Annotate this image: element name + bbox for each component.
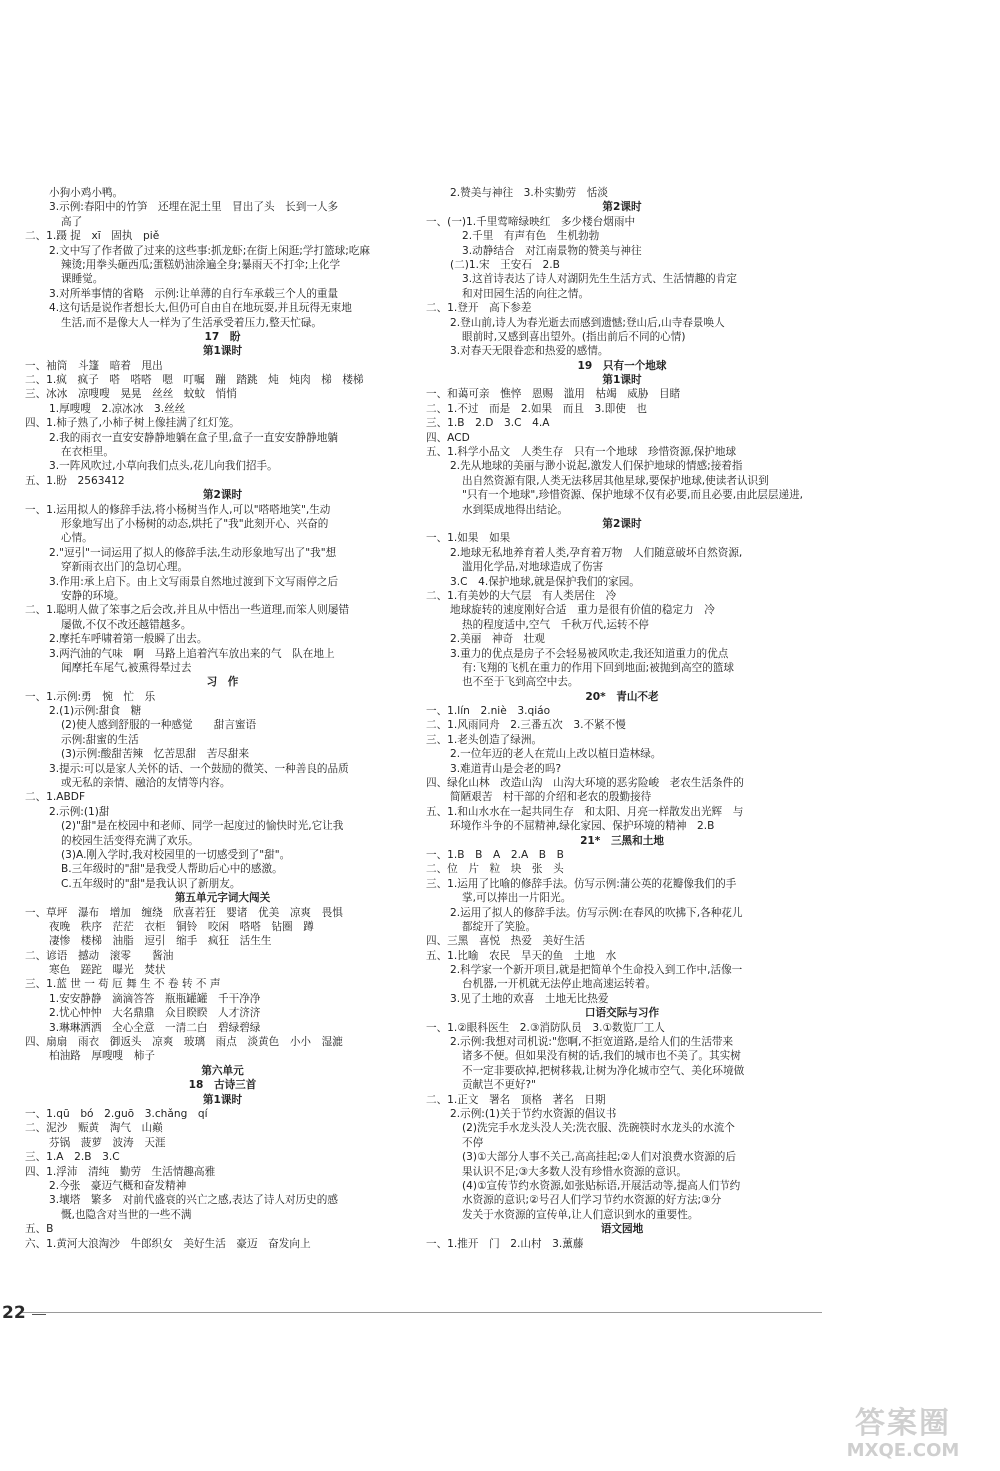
section-heading: 第2课时 — [202, 489, 243, 502]
answer-line: 2.示例:(1)甜 — [49, 805, 110, 818]
answer-line: 2."逗引"一词运用了拟人的修辞手法,生动形象地写出了"我"想 — [49, 546, 337, 559]
answer-line: 3.难道青山是会老的吗? — [450, 762, 562, 775]
right-answer-column — [426, 186, 818, 1251]
answer-line: 水资源的意识;②号召人们学习节约水资源的好方法;③分 — [462, 1194, 722, 1207]
answer-line: 2.赞美与神往 3.朴实勤劳 恬淡 — [450, 187, 608, 199]
left-answer-column — [25, 186, 420, 1251]
answer-line: 3.C 4.保护地球,就是保护我们的家园。 — [450, 575, 640, 588]
section-heading: 21* 三黑和土地 — [580, 834, 664, 847]
answer-line: "只有一个地球",珍惜资源、保护地球不仅有必要,而且必要,由此层层递进, — [462, 489, 804, 502]
answer-line: 小狗小鸡小鸭。 — [49, 187, 124, 199]
answer-line: 一、1.示例:勇 惋 忙 乐 — [25, 690, 156, 703]
answer-line: 寒色 蹉跎 曝光 焚状 — [49, 964, 166, 977]
answer-line: 的校园生活变得充满了欢乐。 — [61, 834, 199, 847]
answer-line: 在衣柜里。 — [61, 446, 114, 459]
answer-line: 简陋艰苦 村干部的介绍和老农的殷勤接待 — [450, 791, 652, 804]
answer-line: B.三年级时的"甜"是我受人帮助后心中的感激。 — [61, 863, 283, 876]
answer-line: 台机器,一开机就无法停止地高速运转着。 — [462, 978, 657, 991]
answer-line: 不停 — [462, 1136, 484, 1149]
answer-line: 二、1.风雨同舟 2.三番五次 3.不紧不慢 — [426, 719, 626, 732]
answer-line: 二、谚语 撼动 滚零 酱油 — [25, 949, 174, 962]
answer-line: 2.美丽 神奇 壮观 — [450, 633, 545, 646]
answer-line: 四、ACD — [426, 431, 470, 444]
section-heading: 语文园地 — [600, 1223, 644, 1236]
answer-line: 柏油路 厚嗖嗖 柿子 — [49, 1050, 155, 1063]
answer-line: 一、1.lín 2.niè 3.qiáo — [426, 705, 551, 718]
answer-line: 课睡觉。 — [61, 273, 104, 286]
answer-line: 环境作斗争的不屈精神,绿化家园、保护环境的精神 2.B — [450, 820, 715, 833]
answer-line: 屡做,不仅不改还越错越多。 — [61, 618, 192, 631]
answer-line: 二、1.聪明人做了笨事之后会改,并且从中悟出一些道理,而笨人则屡错 — [25, 604, 350, 617]
answer-line: 3.对春天无限眷恋和热爱的感情。 — [450, 345, 609, 358]
answer-line: 2.文中写了作者做了过来的这些事:抓龙虾;在街上闲逛;学打篮球;吃麻 — [49, 244, 371, 257]
answer-line: 二、1.疯 疯子 嗒 嗒嗒 嗯 叮嘱 蹦 踏跳 炖 炖肉 梯 楼梯 — [25, 374, 364, 387]
answer-line: 2.摩托车呼啸着第一般瞬了出去。 — [49, 633, 208, 646]
section-heading: 第1课时 — [202, 1093, 243, 1106]
answer-line: 2.示例:(1)关于节约水资源的倡议书 — [450, 1108, 617, 1120]
watermark-brand: 答案圈 — [855, 1406, 951, 1441]
watermark-url: MXQE.COM — [846, 1440, 960, 1461]
answer-line: 一、1.B B A 2.A B B — [426, 848, 564, 861]
answer-line: (3)A.刚入学时,我对校园里的一切感受到了"甜"。 — [61, 848, 291, 861]
section-heading: 第六单元 — [201, 1064, 244, 1077]
answer-line: 二、泥沙 赈黄 淘气 山巅 — [25, 1122, 163, 1135]
answer-line: 2.运用了拟人的修辞手法。仿写示例:在春风的吹拂下,各种花儿 — [450, 906, 743, 919]
answer-line: (2)"甜"是在校园中和老师、同学一起度过的愉快时光,它让我 — [61, 820, 344, 833]
answer-line: 3.琳琳洒洒 全心全意 一清二白 碧绿碧绿 — [49, 1021, 261, 1034]
answer-line: 3.这首诗表达了诗人对湖阴先生生活方式、生活情趣的肯定 — [462, 273, 737, 286]
answer-line: 慨,也隐含对当世的一些不满 — [61, 1208, 192, 1221]
answer-line: 三、1.A 2.B 3.C — [25, 1151, 120, 1164]
answer-line: 凄惨 楼梯 油脂 逗引 缩手 疯狂 活生生 — [49, 935, 272, 948]
answer-line: 2.地球无私地养育着人类,孕育着万物 人们随意破坏自然资源, — [450, 546, 743, 559]
section-heading: 第五单元字词大闯关 — [174, 892, 271, 905]
answer-line: 二、1.ABDF — [25, 791, 86, 804]
answer-line: 2.我的雨衣一直安安静静地躺在盒子里,盒子一直安安静静地躺 — [49, 431, 338, 444]
answer-line: 一、1.②眼科医生 2.③消防队员 3.①数览厂工人 — [426, 1021, 665, 1034]
answer-line: (3)①大部分人事不关己,高高挂起;②人们对浪费水资源的后 — [462, 1151, 736, 1164]
answer-line: 五、B — [25, 1223, 54, 1236]
answer-line: 眼前时,又感到喜出望外。(指出前后不同的心情) — [462, 330, 686, 343]
answer-line: 果认识不足;③大多数人没有珍惜水资源的意识。 — [462, 1165, 687, 1178]
answer-line: 三、1.老头创造了绿洲。 — [426, 733, 543, 746]
answer-line: 一、1.qū bó 2.guō 3.chǎng qí — [25, 1108, 208, 1120]
answer-line: 一、和蔼可亲 憔悴 恩赐 滥用 枯竭 威胁 目睹 — [426, 388, 681, 401]
answer-line: 六、1.黄河大浪淘沙 牛郎织女 美好生活 豪迈 奋发向上 — [25, 1237, 311, 1250]
answer-line: 示例:甜蜜的生活 — [61, 733, 139, 746]
answer-line: (二)1.宋 王安石 2.B — [450, 258, 560, 271]
answer-line: 闻摩托车尾气,被熏得晕过去 — [61, 661, 192, 674]
answer-line: 2.(1)示例:甜食 糖 — [49, 705, 142, 718]
answer-line: 3.对所举事情的省略 示例:让单薄的自行车承载三个人的重量 — [49, 287, 339, 300]
section-heading: 20* 青山不老 — [585, 690, 659, 703]
answer-line: 2.科学家一个新开项目,就是把简单个生命投入到工作中,活像一 — [450, 964, 743, 977]
answer-line: 2.千里 有声有色 生机勃勃 — [462, 230, 600, 243]
answer-line: 三、1.蓝 世 一 苟 厄 舞 生 不 卷 转 不 声 — [25, 978, 221, 991]
answer-line: 一、袖筒 斗篷 暗着 甩出 — [25, 359, 163, 372]
answer-line: 五、1.和山水水在一起共同生存 和太阳、月亮一样散发出光辉 与 — [426, 805, 744, 818]
answer-line: 2.示例:我想对司机说:"您啊,不拒宽道路,是给人们的生活带来 — [450, 1036, 734, 1049]
section-heading: 第1课时 — [602, 374, 642, 387]
answer-line: 3.作用:承上启下。由上文写雨景自然地过渡到下文写雨停之后 — [49, 575, 339, 588]
answer-line: 3.示例:春阳中的竹笋 还埋在泥土里 冒出了头 长到一人多 — [49, 201, 339, 214]
answer-line: 滥用化学品,对地球造成了伤害 — [462, 561, 604, 574]
page-number-dash — [32, 1314, 46, 1315]
answer-line: 也不至于飞到高空中去。 — [462, 676, 579, 689]
answer-line: 2.登山前,诗人为春光逝去而感到遗憾;登山后,山寺春景唤人 — [450, 316, 725, 329]
answer-line: 热的程度适中,空气 千秋万代,运转不停 — [462, 618, 649, 631]
answer-line: 四、扇扇 雨衣 御返头 凉爽 玻璃 雨点 淡黄色 小小 湿漉 — [25, 1036, 343, 1049]
answer-line: 三、冰冰 凉嗖嗖 晃晃 丝丝 蚊蚊 悄悄 — [25, 388, 237, 401]
answer-line: 形象地写出了小杨树的动态,烘托了"我"此刻开心、兴奋的 — [61, 517, 329, 530]
answer-line: 水到渠成地得出结论。 — [462, 503, 568, 516]
answer-line: (4)①宣传节约水资源,如张贴标语,开展活动等,提高人们节约 — [462, 1179, 741, 1192]
answer-line: 二、1.蹑 捉 xī 固执 piě — [25, 230, 160, 243]
section-heading: 习 作 — [206, 676, 239, 689]
answer-line: 2.今张 豪迈气概和奋发精神 — [49, 1179, 187, 1192]
answer-line: 二、1.正文 署名 顶格 著名 日期 — [426, 1093, 606, 1106]
answer-line: 夜晚 秩序 茫茫 衣柜 铜铃 咬闲 嗒嗒 钻圈 蹲 — [49, 920, 314, 933]
answer-line: 二、1.不过 而是 2.如果 而且 3.即使 也 — [426, 402, 648, 415]
answer-line: 诸多不便。但如果没有树的话,我们的城市也不美了。其实树 — [462, 1050, 741, 1063]
answer-line: 3.一阵风吹过,小草向我们点头,花儿向我们招手。 — [49, 460, 278, 473]
answer-line: 2.忧心忡忡 大名鼎鼎 众目睽睽 人才济济 — [49, 1007, 261, 1020]
answer-line: 三、1.B 2.D 3.C 4.A — [426, 417, 550, 430]
answer-line: 3.两汽油的气味 啊 马路上追着汽车放出来的气 队在地上 — [49, 647, 335, 660]
answer-line: 一、(一)1.千里莺啼绿映红 多少楼台烟雨中 — [426, 215, 636, 228]
section-heading: 19 只有一个地球 — [577, 359, 667, 372]
answer-line: 发关于水资源的宣传单,让人们意识到水的重要性。 — [462, 1208, 699, 1221]
answer-line: 3.壤塔 繁多 对前代盛衰的兴亡之感,表达了诗人对历史的感 — [49, 1194, 338, 1207]
watermark-logo — [818, 1398, 988, 1462]
answer-line: 掌,可以捧出一片阳光。 — [462, 892, 572, 905]
answer-line: (2)洗完手水龙头没人关;洗衣服、洗碗筷时水龙头的水流个 — [462, 1122, 735, 1135]
answer-line: 四、1.浮沛 清纯 勤劳 生活情趣高雅 — [25, 1165, 216, 1178]
answer-line: 3.重力的优点是房子不会轻易被风吹走,我还知道重力的优点 — [450, 647, 729, 660]
answer-line: 五、1.科学小品文 人类生存 只有一个地球 珍惜资源,保护地球 — [426, 446, 737, 459]
answer-line: 2.一位年迈的老人在荒山上改以植日造林绿。 — [450, 748, 662, 761]
answer-line: 有:飞翔的飞机在重力的作用下回到地面;被抛到高空的篮球 — [462, 661, 734, 674]
answer-line: (2)使人感到舒服的一种感觉 甜言蜜语 — [61, 719, 257, 732]
answer-line: 出自然资源有限,人类无法移居其他星球,要保护地球,使读者认识到 — [462, 474, 769, 487]
answer-line: 生活,而不是像大人一样为了生活承受着压力,整天忙碌。 — [61, 316, 322, 329]
answer-line: 不一定非要砍掉,把树移栽,让树为净化城市空气、美化环境做 — [462, 1064, 745, 1077]
section-heading: 17 盼 — [204, 330, 241, 343]
answer-line: 3.动静结合 对江南景物的赞美与神往 — [462, 244, 642, 257]
answer-line: 辣烫;用拳头砸西瓜;蛋糕奶油涂遍全身;暴雨天不打伞;上化学 — [61, 258, 341, 271]
footer-divider — [22, 1312, 822, 1313]
section-heading: 第2课时 — [602, 517, 642, 530]
answer-line: 四、1.柿子熟了,小柿子树上像挂满了红灯笼。 — [25, 417, 240, 430]
answer-line: 一、1.推开 门 2.山村 3.薰藤 — [426, 1237, 584, 1250]
answer-line: 安静的环境。 — [61, 589, 125, 602]
answer-line: 五、1.盼 2563412 — [25, 474, 125, 487]
answer-line: 或无私的亲情、融洽的友情等内容。 — [61, 777, 231, 790]
answer-line: 五、1.比喻 农民 旱天的鱼 土地 水 — [426, 949, 617, 962]
answer-line: 高了 — [61, 215, 83, 228]
section-heading: 18 古诗三首 — [188, 1079, 257, 1092]
answer-line: 芬锅 菠萝 波涛 天涯 — [49, 1136, 166, 1149]
answer-line: 一、1.如果 如果 — [426, 532, 511, 545]
answer-line: 四、绿化山林 改造山沟 山沟大环境的恶劣险峻 老农生活条件的 — [426, 777, 744, 790]
answer-line: 2.先从地球的美丽与渺小说起,激发人们保护地球的情感;接着指 — [450, 460, 743, 473]
answer-line: 三、1.运用了比喻的修辞手法。仿写示例:蒲公英的花瓣像我们的手 — [426, 877, 737, 890]
answer-line: 四、三黑 喜悦 热爱 美好生活 — [426, 935, 585, 948]
answer-line: C.五年级时的"甜"是我认识了新朋友。 — [61, 877, 241, 890]
answer-line: 1.厚嗖嗖 2.凉冰冰 3.丝丝 — [49, 402, 186, 415]
answer-line: 3.见了土地的欢喜 土地无比热爱 — [450, 992, 609, 1005]
answer-line: 4.这句话是说作者想长大,但仍可自由自在地玩耍,并且玩得无束地 — [49, 302, 352, 315]
section-heading: 第2课时 — [602, 201, 642, 214]
answer-line: 穿新雨衣出门的急切心理。 — [61, 561, 189, 574]
answer-line: 地球旋转的速度刚好合适 重力是很有价值的稳定力 冷 — [450, 604, 715, 617]
answer-line: 一、草坪 瀑布 增加 缠绕 欣喜若狂 婴诸 优美 凉爽 畏惧 — [25, 906, 343, 919]
answer-line: 一、1.运用拟人的修辞手法,将小杨树当作人,可以"嗒嗒地笑",生动 — [25, 503, 331, 516]
section-heading: 口语交际与习作 — [584, 1007, 660, 1020]
section-heading: 第1课时 — [202, 345, 243, 358]
answer-line: 1.安安静静 滴滴答答 瓶瓶罐罐 千干净净 — [49, 992, 261, 1005]
page-number: 22 — [2, 1303, 26, 1323]
answer-line: 二、1.有美妙的大气层 有人类居住 冷 — [426, 589, 617, 602]
answer-line: 3.提示:可以是家人关怀的话、一个鼓励的微笑、一种善良的品质 — [49, 762, 349, 775]
answer-line: 二、位 片 粒 块 张 头 — [426, 863, 564, 876]
answer-line: 和对田园生活的向往之情。 — [462, 287, 590, 300]
answer-line: 二、1.登开 高下参差 — [426, 302, 532, 315]
answer-line: 贡献岂不更好?" — [462, 1079, 537, 1092]
answer-line: 都绽开了笑脸。 — [462, 920, 537, 933]
answer-line: 心情。 — [61, 532, 93, 545]
answer-line: (3)示例:酸甜苦辣 忆苦思甜 苦尽甜来 — [61, 748, 250, 761]
